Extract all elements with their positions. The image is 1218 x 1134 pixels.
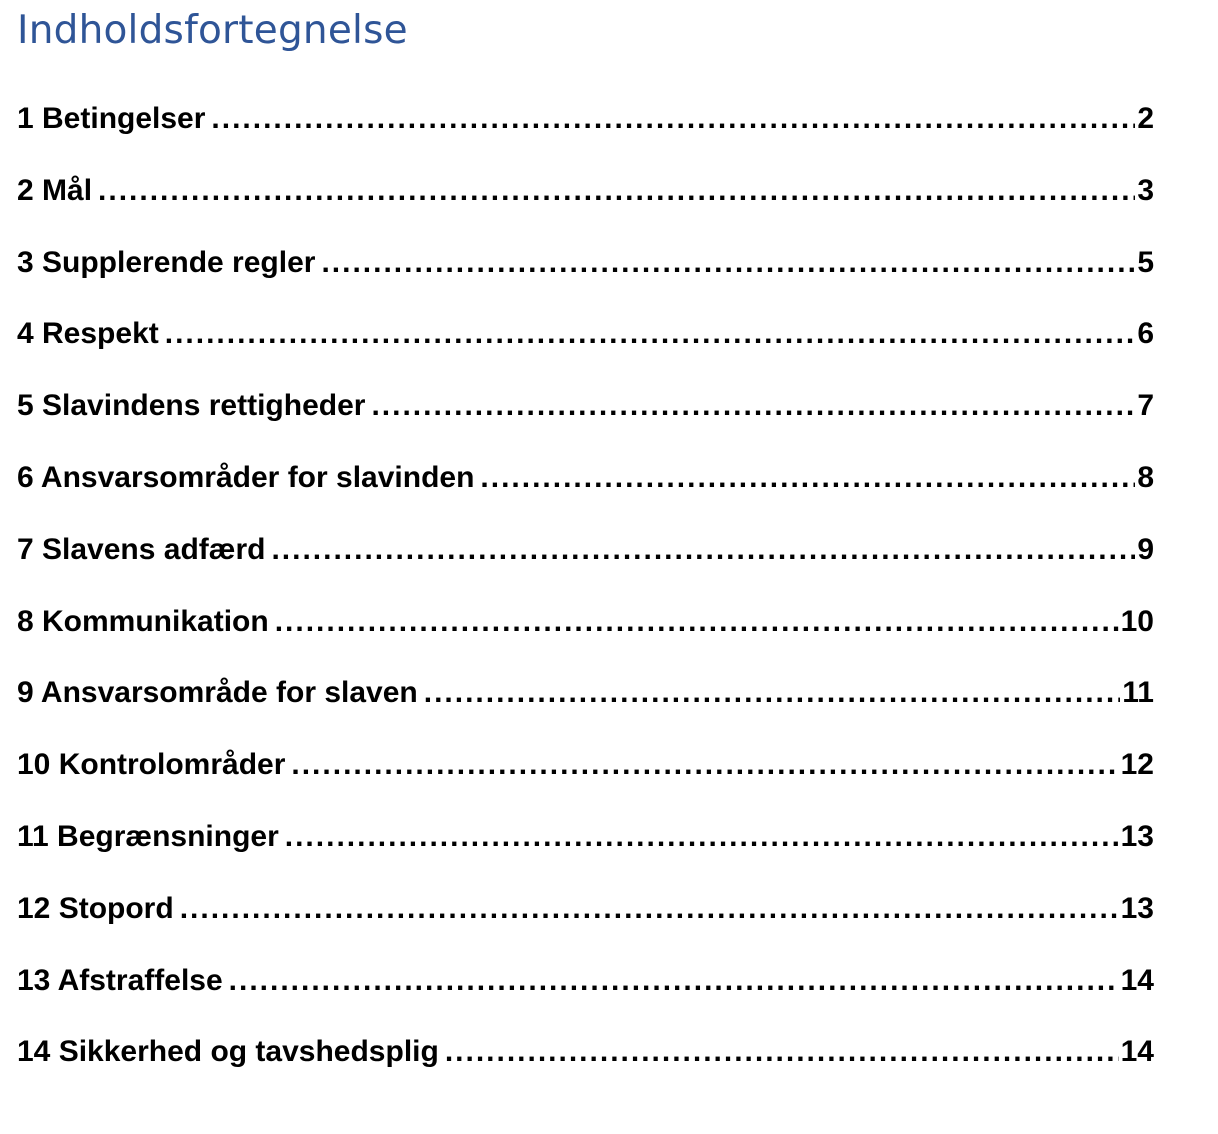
toc-title: Indholdsfortegnelse [17, 8, 408, 53]
toc-entry[interactable] [17, 586, 1154, 658]
toc-entry-page: 13 [1120, 819, 1154, 853]
toc-dot-leader [271, 514, 1135, 586]
toc-entry-page: 7 [1137, 389, 1154, 423]
toc-dot-leader [229, 945, 1119, 1017]
toc-entry[interactable] [17, 873, 1154, 945]
toc-entry[interactable] [17, 657, 1154, 729]
toc-entry-label: 6 Ansvarsområder for slavinden [17, 460, 475, 494]
toc-entry-page: 12 [1120, 748, 1154, 782]
toc-dot-leader [98, 155, 1135, 227]
toc-entry-label: 2 Mål [17, 173, 93, 207]
toc-entry-label: 10 Kontrolområder [17, 748, 286, 782]
toc-entry-label: 5 Slavindens rettigheder [17, 389, 366, 423]
toc-entry-label: 14 Sikkerhed og tavshedsplig [17, 1035, 439, 1069]
toc-entry-page: 6 [1137, 317, 1154, 351]
toc-entry-page: 8 [1137, 460, 1154, 494]
toc-dot-leader [445, 1016, 1119, 1088]
toc-entry-label: 1 Betingelser [17, 102, 206, 135]
toc-entry-label: 7 Slavens adfærd [17, 532, 266, 566]
toc-entry-label: 3 Supplerende regler [17, 245, 316, 279]
toc-entry-page: 3 [1137, 173, 1154, 207]
toc-entry[interactable] [17, 729, 1154, 801]
toc-entry-page: 14 [1120, 963, 1154, 997]
toc-dot-leader [165, 298, 1136, 370]
toc-dot-leader [291, 729, 1118, 801]
toc-dot-leader [285, 801, 1119, 873]
toc-dot-leader [275, 586, 1119, 658]
toc-entry[interactable] [17, 227, 1154, 299]
toc-entry[interactable] [17, 945, 1154, 1017]
toc-dot-leader [211, 83, 1135, 155]
toc-entry-page: 9 [1137, 532, 1154, 566]
toc-entry-page: 14 [1120, 1035, 1154, 1069]
toc-dot-leader [180, 873, 1119, 945]
toc-entry-label: 11 Begrænsninger [17, 819, 279, 853]
toc-dot-leader [480, 442, 1135, 514]
toc-entry-label: 4 Respekt [17, 317, 159, 351]
toc-entry[interactable] [17, 298, 1154, 370]
toc-entry[interactable] [17, 155, 1154, 227]
toc-list [17, 83, 1154, 1088]
toc-entry[interactable] [17, 801, 1154, 873]
toc-entry-page: 13 [1120, 891, 1154, 925]
toc-entry[interactable] [17, 370, 1154, 442]
toc-entry-label: 9 Ansvarsområde for slaven [17, 676, 418, 710]
toc-dot-leader [321, 227, 1135, 299]
toc-entry-page: 2 [1137, 102, 1154, 135]
toc-entry-page: 5 [1137, 245, 1154, 279]
toc-entry[interactable] [17, 83, 1154, 155]
toc-entry[interactable] [17, 1016, 1154, 1088]
toc-entry[interactable] [17, 442, 1154, 514]
toc-dot-leader [371, 370, 1135, 442]
toc-entry-label: 13 Afstraffelse [17, 963, 223, 997]
toc-entry[interactable] [17, 514, 1154, 586]
toc-entry-page: 10 [1120, 604, 1154, 638]
toc-entry-label: 8 Kommunikation [17, 604, 269, 638]
toc-entry-page: 11 [1122, 676, 1154, 710]
toc-entry-label: 12 Stopord [17, 891, 174, 925]
toc-dot-leader [424, 657, 1121, 729]
